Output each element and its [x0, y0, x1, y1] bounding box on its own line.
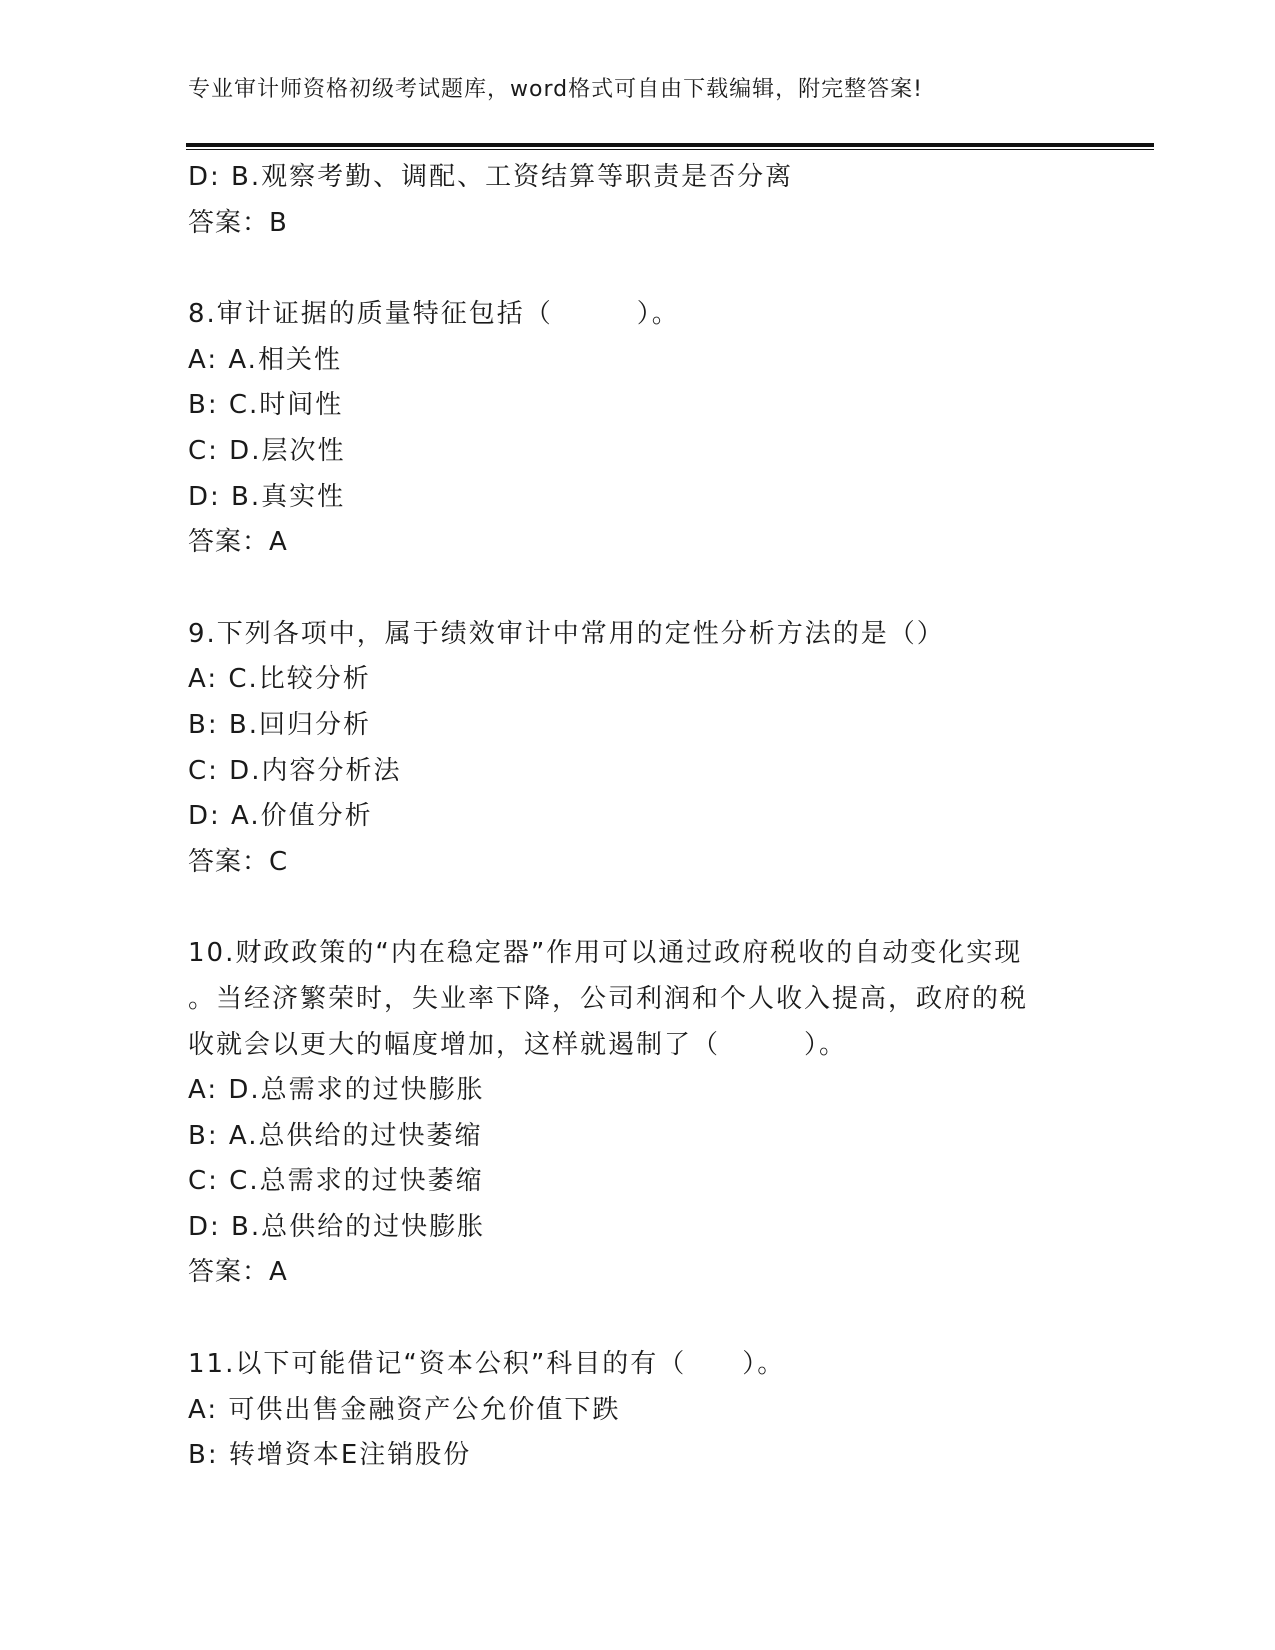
spacer: [188, 885, 1088, 931]
option-b: B: C.时间性: [188, 390, 344, 421]
option-b: B: B.回归分析: [188, 709, 371, 740]
option-d: D: A.价值分析: [188, 801, 373, 832]
option-a: A: C.比较分析: [188, 664, 371, 695]
question-9: [188, 612, 1088, 886]
option-c: C: D.内容分析法: [188, 755, 402, 786]
header-rule-thin: [186, 149, 1154, 150]
question-list: [188, 155, 1088, 1479]
option-a: A: 可供出售金融资产公允价值下跌: [188, 1394, 621, 1425]
question-stem: 9.下列各项中，属于绩效审计中常用的定性分析方法的是（）: [188, 618, 945, 649]
spacer: [188, 246, 1088, 292]
spacer: [188, 566, 1088, 612]
option-a: A: D.总需求的过快膨胀: [188, 1075, 485, 1106]
option-b: B: 转增资本E注销股份: [188, 1440, 472, 1471]
spacer: [188, 1296, 1088, 1342]
page-header: 专业审计师资格初级考试题库，word格式可自由下载编辑，附完整答案!: [188, 77, 923, 102]
question-stem: 8.审计证据的质量特征包括（ ）。: [188, 299, 680, 330]
option-a: A: A.相关性: [188, 344, 342, 375]
option-b: B: A.总供给的过快萎缩: [188, 1120, 483, 1151]
option-d: D: B.总供给的过快膨胀: [188, 1211, 486, 1242]
prev-answer: 答案：B: [188, 207, 288, 238]
answer: 答案：A: [188, 1257, 288, 1288]
question-stem: 11.以下可能借记“资本公积”科目的有（ ）。: [188, 1349, 786, 1380]
question-stem-line-2: 。当经济繁荣时，失业率下降，公司利润和个人收入提高，政府的税: [188, 983, 1029, 1014]
prev-option-d: D: B.观察考勤、调配、工资结算等职责是否分离: [188, 162, 794, 192]
question-8: [188, 292, 1088, 566]
option-c: C: C.总需求的过快萎缩: [188, 1166, 484, 1197]
question-10: [188, 931, 1088, 1296]
question-stem-line-3: 收就会以更大的幅度增加，这样就遏制了（ ）。: [188, 1029, 848, 1060]
question-stem-line-1: 10.财政政策的“内在稳定器”作用可以通过政府税收的自动变化实现: [188, 938, 1023, 969]
answer: 答案：A: [188, 527, 288, 558]
option-c: C: D.层次性: [188, 435, 346, 466]
option-d: D: B.真实性: [188, 481, 346, 512]
question-11: [188, 1342, 1088, 1479]
header-rule-thick: [186, 143, 1154, 147]
answer: 答案：C: [188, 846, 289, 877]
